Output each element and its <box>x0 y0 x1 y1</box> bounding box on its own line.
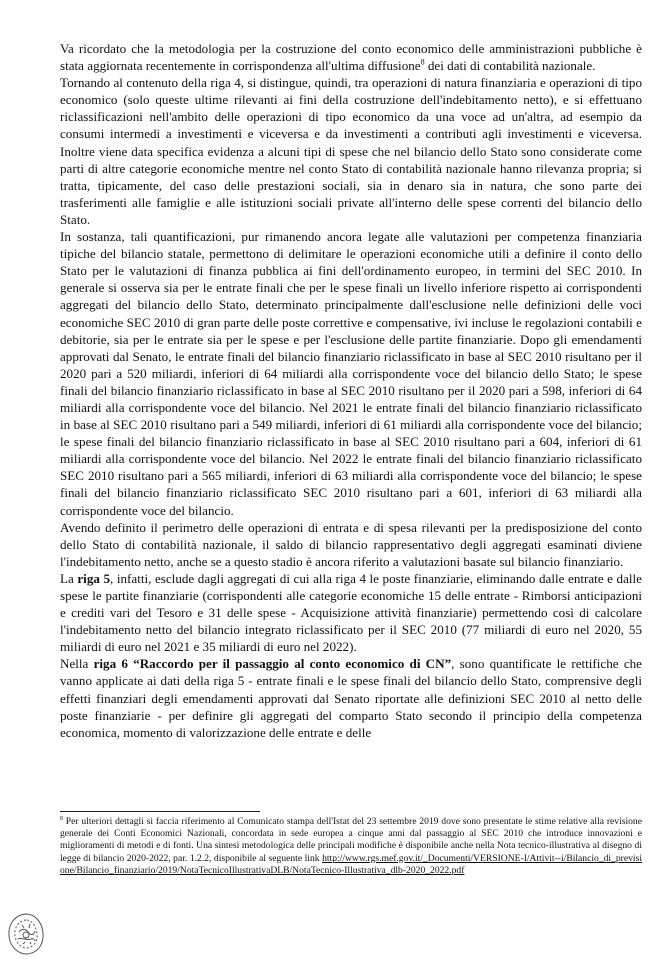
footnote-text: Per ulteriori dettagli si faccia riferimento al Comunicato stampa dell'Istat del 23 settembre 2019 dove sono presentate le stime relative alla revisione generale dei Conti Economici Nazionali, concordata in sede europea a cinque anni dal passaggio al SEC 2010 che introduce innovazioni e miglioramenti di metodi e di fonti. Una sintesi metodologica delle principali modifiche è disponibile anche nella Nota tecnico-illustrativa al disegno di legge di bilancio 2020-2022, par. 1.2.2, disponibile al seguente link <box>60 816 642 864</box>
footnote <box>60 816 642 877</box>
riga-6-label: riga 6 “Raccordo per il passaggio al conto economico di CN” <box>93 656 452 672</box>
footnote-marker: 8 <box>60 815 63 822</box>
footnote-divider <box>60 811 260 812</box>
paragraph-quantificazioni: In sostanza, tali quantificazioni, pur rimanendo ancora legate alle valutazioni per competenza finanziaria tipiche del bilancio statale, permettono di delimitare le operazioni economiche utili a definire il conto dello Stato per le valutazioni di finanza pubblica ai fini dell'ordinamento europeo, in termini del SEC 2010. In generale si osserva sia per le entrate finali che per le spese finali un livello inferiore rispetto ai corrispondenti aggregati del bilancio dello Stato, determinato principalmente dall'esclusione nelle definizioni delle voci economiche SEC 2010 di gran parte delle poste correttive e compensative, ivi incluse le regolazioni contabili e debitorie, sia per le entrate sia per le spese e per l'esclusione delle partite finanziarie. Dopo gli emendamenti approvati dal Senato, le entrate finali del bilancio finanziario riclassificato in base al SEC 2010 risultano per il 2020 pari a 520 miliardi, inferiori di 64 miliardi alla corrispondente voce del bilancio dello Stato; le spese finali del bilancio finanziario riclassificato in base al SEC 2010 risultano per il 2020 pari a 598, inferiori di 64 miliardi alla corrispondente voce del bilancio. Nel 2021 le entrate finali del bilancio finanziario riclassificato in base al SEC 2010 risultano pari a 549 miliardi, inferiori di 61 miliardi alla corrispondente voce del bilancio; le spese finali del bilancio finanziario riclassificato in base al SEC 2010 risultano pari a 604, inferiori di 61 miliardi alla corrispondente voce del bilancio. Nel 2022 le entrate finali del bilancio finanziario riclassificato SEC 2010 risultano pari a 565 miliardi, inferiori di 63 miliardi alla corrispondente voce del bilancio; le spese finali del bilancio finanziario riclassificato SEC 2010 risultano pari a 601, inferiori di 63 miliardi alla corrispondente voce del bilancio. <box>60 229 642 518</box>
paragraph-perimetro: Avendo definito il perimetro delle operazioni di entrata e di spesa rilevanti per la predisposizione del conto dello Stato di contabilità nazionale, il saldo di bilancio rappresentativo degli aggregati esaminati diviene l'indebitamento netto, anche se a questo stadio è ancora riferito a valutazioni basate sul bilancio finanziario. <box>60 519 642 569</box>
footnote-reference[interactable]: 8 <box>420 57 425 67</box>
paragraph-riga-5: La riga 5, infatti, esclude dagli aggregati di cui alla riga 4 le poste finanziarie, eliminando dalle entrate e dalle spese le partite finanziarie (corrispondenti alle categorie economiche 15 delle entrate - Rimborsi anticipazioni e crediti vari del Tesoro e 31 delle spese - Acquisizione attività finanziarie) permettendo così di calcolare l'indebitamento netto del bilancio integrato riclassificato per il SEC 2010 (77 miliardi di euro nel 2020, 55 miliardi di euro nel 2021 e 35 miliardi di euro nel 2022). <box>60 570 642 655</box>
seal-stamp-icon <box>4 908 48 958</box>
riga-5-label: riga 5 <box>77 570 111 586</box>
paragraph-riga-6: Nella riga 6 “Raccordo per il passaggio al conto economico di CN”, sono quantificate le rettifiche che vanno applicate ai dati della riga 5 - entrate finali e le spese finali del bilancio dello Stato, comprensive degli effetti finanziari degli emendamenti approvati dal Senato riportate alle definizioni SEC 2010 al netto delle poste finanziarie - per definire gli aggregati del comparto Stato secondo il principio della competenza economica, momento di valorizzazione delle entrate e delle <box>60 656 642 740</box>
paragraph-riga-4: Tornando al contenuto della riga 4, si distingue, quindi, tra operazioni di natura finanziaria e operazioni di tipo economico (solo queste ultime rilevanti ai fini della costruzione dell'indebitamento netto), e si effettuano riclassificazioni nell'ambito delle operazioni di tipo economico da una voce ad un'altra, ad esempio da consumi intermedi a investimenti e viceversa e da investimenti a contributi agli investimenti e viceversa. Inoltre viene data specifica evidenza a alcuni tipi di spese che nel bilancio dello Stato sono considerate come parti di altre categorie economiche mentre nel conto Stato di contabilità nazionale hanno rilevanza propria; si tratta, tipicamente, del caso delle prestazioni sociali, sia in denaro sia in natura, che sono parte dei trasferimenti alle famiglie e alle istituzioni sociali private all'interno delle spese correnti del bilancio dello Stato. <box>60 75 642 227</box>
footnote-link[interactable]: http://www.rgs.mef.gov.it/_Documenti/VERSIONE-I/Attivit--i/Bilancio_di_previsione/Bilancio_finanziario/2019/NotaTecnicoIllustrativaDLB/NotaTecnico-Illustrativa_dlb-2020_2022.pdf <box>60 852 642 876</box>
body-text <box>60 40 642 741</box>
paragraph-methodology: Va ricordato che la metodologia per la costruzione del conto economico delle amministrazioni pubbliche è stata aggiornata recentemente in corrispondenza all'ultima diffusione$^8$ dei dati di contabilità nazionale. <box>60 41 642 74</box>
